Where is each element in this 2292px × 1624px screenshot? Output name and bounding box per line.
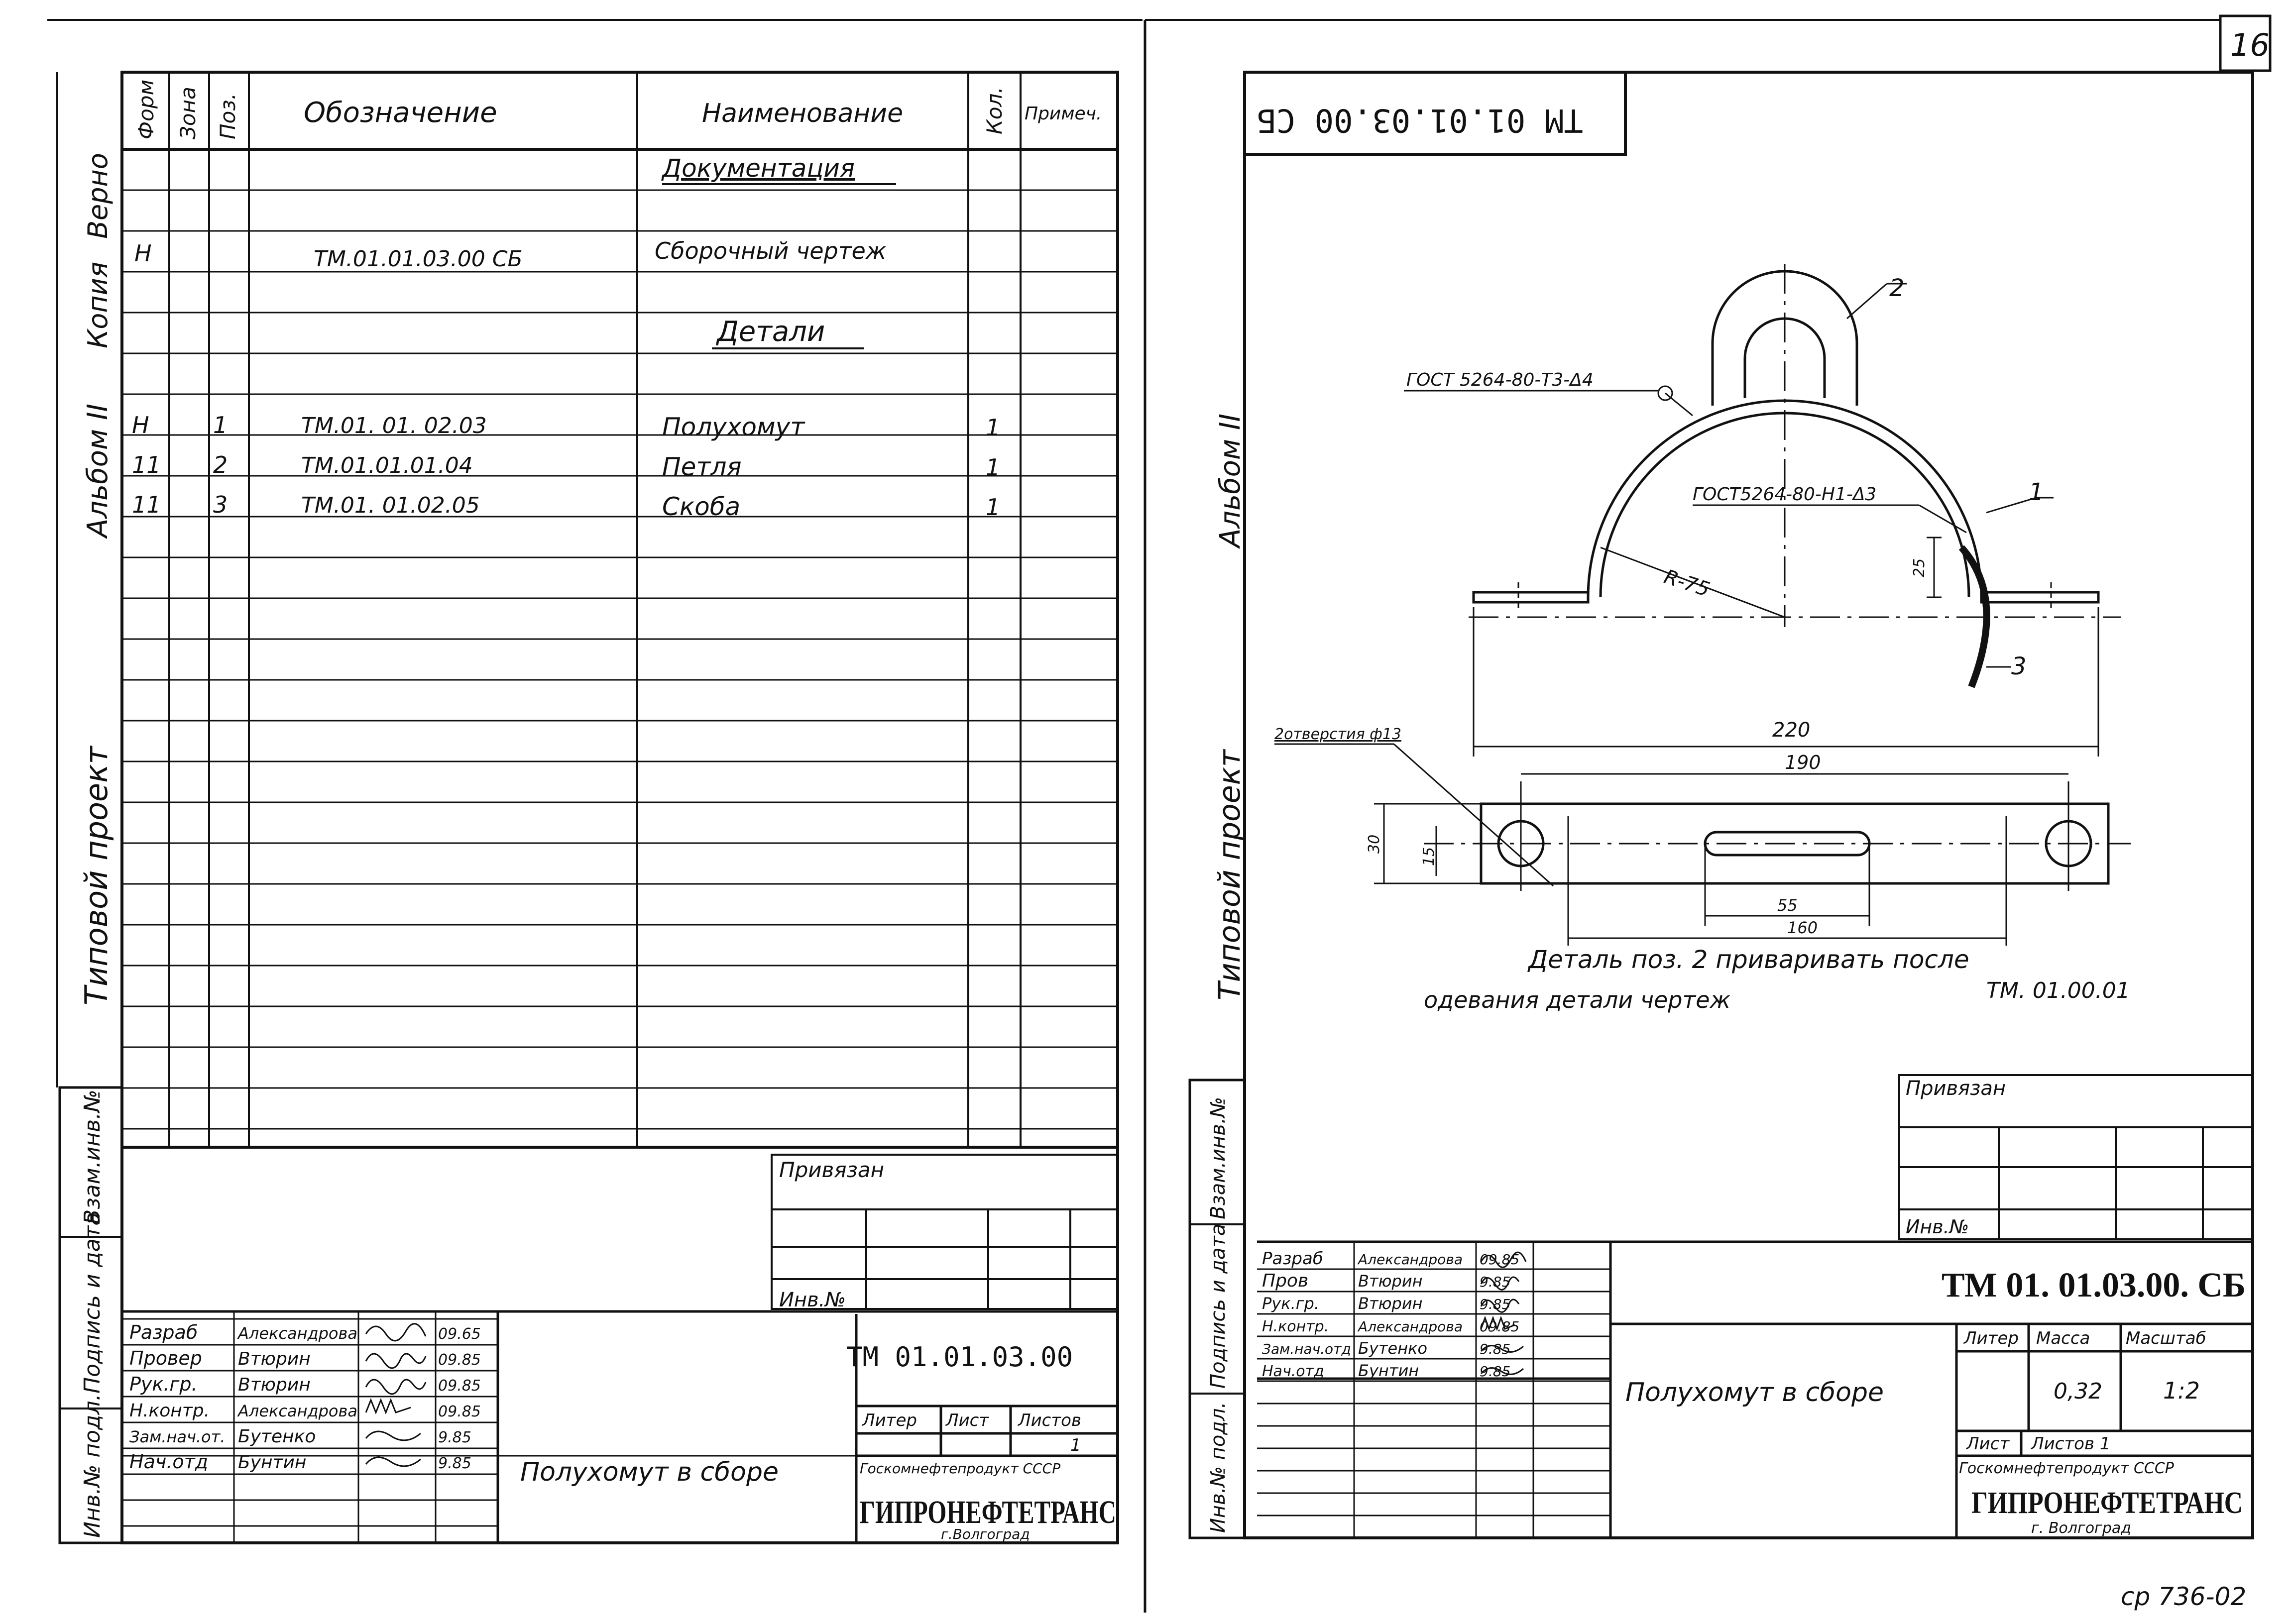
right-signer-name-1: Втюрин bbox=[1358, 1272, 1423, 1291]
liter-label-right: Литер bbox=[1964, 1328, 2019, 1348]
left-signer-date-0: 09.65 bbox=[438, 1325, 481, 1343]
left-signer-date-4: 9.85 bbox=[438, 1429, 471, 1446]
row6-kol: 1 bbox=[986, 494, 1001, 521]
side-label-podpis-data: Подпись и дата bbox=[80, 1212, 105, 1394]
drawing-labels bbox=[1274, 274, 2130, 1013]
row4-kol: 1 bbox=[986, 414, 1001, 441]
left-signer-name-2: Втюрин bbox=[238, 1375, 311, 1395]
left-signer-name-1: Втюрин bbox=[238, 1349, 311, 1369]
row4-poz: 1 bbox=[213, 412, 228, 438]
dim-25: 25 bbox=[1911, 558, 1928, 577]
row4-format: Н bbox=[132, 412, 149, 438]
left-signer-date-5: 9.85 bbox=[438, 1455, 471, 1472]
side-label-album: Альбом II bbox=[82, 404, 114, 538]
row2-naim: Сборочный чертеж bbox=[655, 237, 887, 264]
right-signer-role-1: Пров bbox=[1262, 1271, 1309, 1291]
left-signer-name-0: Александрова bbox=[238, 1324, 357, 1343]
dim-220: 220 bbox=[1772, 719, 1811, 742]
dim-15: 15 bbox=[1420, 847, 1438, 866]
row5-format: 11 bbox=[132, 451, 161, 478]
right-signer-date-5: 9.85 bbox=[1480, 1363, 1511, 1380]
page-number: 16 bbox=[2230, 27, 2270, 63]
row6-format: 11 bbox=[132, 491, 161, 518]
right-signer-name-5: Бунтин bbox=[1358, 1361, 1419, 1380]
note-line-1: Деталь поз. 2 приваривать после bbox=[1528, 945, 1969, 974]
right-signer-name-4: Бутенко bbox=[1358, 1339, 1428, 1358]
side-label-vzam-inv-right: Взам.инв.№ bbox=[1207, 1096, 1230, 1219]
side-label-inv-podl: Инв.№ подл. bbox=[80, 1394, 105, 1538]
weld-note-1: ГОСТ 5264-80-Т3-Δ4 bbox=[1406, 370, 1594, 390]
org-city-right: г. Волгоград bbox=[2031, 1519, 2131, 1537]
weld-note-2: ГОСТ5264-80-Н1-Δ3 bbox=[1693, 484, 1877, 505]
left-signer-role-2: Рук.гр. bbox=[129, 1373, 198, 1395]
title-right: Полухомут в сборе bbox=[1625, 1378, 1884, 1407]
left-signer-role-3: Н.контр. bbox=[129, 1401, 210, 1421]
radius-label: R-75 bbox=[1661, 565, 1713, 602]
left-signer-role-1: Провер bbox=[129, 1347, 202, 1369]
massa-value: 0,32 bbox=[2054, 1379, 2102, 1404]
right-signer-name-2: Втюрин bbox=[1358, 1294, 1423, 1313]
side-label-project-right: Типовой проект bbox=[1212, 750, 1247, 1000]
row6-poz: 3 bbox=[213, 491, 228, 518]
row5-kol: 1 bbox=[986, 454, 1001, 481]
right-signer-name-0: Александрова bbox=[1358, 1251, 1463, 1268]
row5-poz: 2 bbox=[213, 451, 228, 478]
org-city-left: г.Волгоград bbox=[941, 1526, 1030, 1542]
org-ministry-left: Госкомнефтепродукт СССР bbox=[860, 1460, 1061, 1477]
page-number-box bbox=[2220, 16, 2270, 71]
stamp-top-text: ТМ 01.01.03.00 СБ bbox=[1257, 102, 1583, 138]
org-name-left: ГИПРОНЕФТЕТРАНС bbox=[860, 1494, 1116, 1530]
right-signer-role-4: Зам.нач.отд bbox=[1262, 1341, 1351, 1357]
right-signer-role-2: Рук.гр. bbox=[1262, 1294, 1320, 1313]
massa-label-right: Масса bbox=[2036, 1328, 2090, 1348]
clamp-drawing bbox=[1274, 264, 2131, 946]
row4-oboz: ТМ.01. 01. 02.03 bbox=[301, 413, 487, 438]
hdr-zona: Зона bbox=[176, 87, 200, 139]
hdr-kol: Кол. bbox=[982, 87, 1007, 134]
right-signer-date-3: 09.85 bbox=[1480, 1318, 1520, 1335]
masshtab-label-right: Масштаб bbox=[2126, 1328, 2206, 1348]
org-ministry-right: Госкомнефтепродукт СССР bbox=[1959, 1460, 2174, 1477]
note-ref: ТМ. 01.00.01 bbox=[1986, 978, 2130, 1003]
row5-oboz: ТМ.01.01.01.04 bbox=[301, 453, 473, 478]
right-signer-role-5: Нач.отд bbox=[1262, 1363, 1324, 1380]
designation-right: ТМ 01. 01.03.00. СБ bbox=[1942, 1266, 2246, 1304]
masshtab-value: 1:2 bbox=[2163, 1377, 2200, 1404]
dim-160: 160 bbox=[1787, 918, 1818, 937]
note-line-2: одевания детали чертеж bbox=[1424, 986, 1731, 1013]
callout-2: 2 bbox=[1889, 274, 1905, 302]
left-signer-date-3: 09.85 bbox=[438, 1403, 481, 1420]
left-sheet bbox=[57, 72, 1118, 1543]
row4-naim: Полухомут bbox=[662, 413, 805, 441]
side-label-podpis-data-right: Подпись и дата bbox=[1207, 1223, 1230, 1389]
side-label-kopiya: Копия bbox=[82, 261, 114, 348]
inv-no-label-right: Инв.№ bbox=[1906, 1216, 1969, 1238]
inv-no-label-left: Инв.№ bbox=[779, 1289, 846, 1311]
title-left: Полухомут в сборе bbox=[520, 1457, 779, 1487]
row2-format: Н bbox=[134, 240, 152, 267]
callout-3: 3 bbox=[2011, 652, 2027, 680]
row2-oboz: ТМ.01.01.03.00 СБ bbox=[314, 246, 523, 272]
privyazan-label-left: Привязан bbox=[779, 1158, 885, 1182]
left-signer-date-2: 09.85 bbox=[438, 1377, 481, 1395]
side-label-album-right: Альбом II bbox=[1214, 414, 1247, 547]
side-label-inv-podl-right: Инв.№ подл. bbox=[1207, 1402, 1230, 1533]
hdr-naimenovanie: Наименование bbox=[702, 99, 904, 128]
hdr-primech: Примеч. bbox=[1025, 104, 1102, 124]
right-signer-date-4: 9.85 bbox=[1480, 1341, 1511, 1357]
right-signer-name-3: Александрова bbox=[1358, 1318, 1463, 1335]
liter-label-left: Литер bbox=[862, 1410, 917, 1430]
list-label-left: Лист bbox=[946, 1410, 989, 1430]
dim-190: 190 bbox=[1785, 752, 1821, 773]
right-signer-date-2: 9.85 bbox=[1480, 1296, 1511, 1312]
section-details: Детали bbox=[717, 316, 825, 348]
listov-value-left: 1 bbox=[1070, 1435, 1081, 1455]
right-signer-role-3: Н.контр. bbox=[1262, 1318, 1329, 1335]
callout-1: 1 bbox=[2029, 478, 2044, 506]
listov-label-right: Листов 1 bbox=[2031, 1434, 2111, 1454]
privyazan-label-right: Привязан bbox=[1906, 1077, 2006, 1100]
dim-55: 55 bbox=[1777, 896, 1798, 915]
right-sheet bbox=[1190, 72, 2253, 1611]
right-signer-date-1: 9.85 bbox=[1480, 1274, 1511, 1290]
listov-label-left: Листов bbox=[1018, 1410, 1082, 1430]
dim-30: 30 bbox=[1366, 834, 1383, 854]
row6-oboz: ТМ.01. 01.02.05 bbox=[301, 493, 480, 518]
left-signer-name-5: Бунтин bbox=[238, 1452, 307, 1473]
footer-code: ср 736-02 bbox=[2121, 1582, 2247, 1611]
side-label-vzam-inv: Взам.инв.№ bbox=[80, 1089, 105, 1224]
org-name-right: ГИПРОНЕФТЕТРАНС bbox=[1971, 1486, 2243, 1520]
side-label-project: Типовой проект bbox=[78, 746, 115, 1005]
designation-left: ТМ 01.01.03.00 bbox=[846, 1341, 1073, 1373]
hdr-oboznachenie: Обозначение bbox=[304, 97, 497, 129]
side-label-verno: Верно bbox=[82, 153, 114, 239]
section-documentation: Документация bbox=[662, 154, 855, 183]
left-signer-role-4: Зам.нач.от. bbox=[129, 1427, 226, 1446]
left-signer-name-3: Александрова bbox=[238, 1402, 357, 1420]
right-signer-date-0: 09.85 bbox=[1480, 1251, 1520, 1268]
left-signer-role-0: Разраб bbox=[129, 1321, 198, 1343]
list-label-right: Лист bbox=[1966, 1434, 2010, 1454]
holes-note: 2отверстия ф13 bbox=[1274, 726, 1401, 743]
left-signer-name-4: Бутенко bbox=[238, 1426, 316, 1447]
left-signer-role-5: Нач.отд bbox=[129, 1451, 209, 1473]
left-signer-date-1: 09.85 bbox=[438, 1351, 481, 1369]
hdr-format: Форм bbox=[134, 79, 158, 139]
right-signer-role-0: Разраб bbox=[1262, 1249, 1323, 1269]
row6-naim: Скоба bbox=[662, 492, 741, 521]
row5-naim: Петля bbox=[662, 452, 742, 481]
hdr-poz: Поз. bbox=[216, 93, 240, 139]
spec-table-grid bbox=[122, 72, 1118, 1147]
